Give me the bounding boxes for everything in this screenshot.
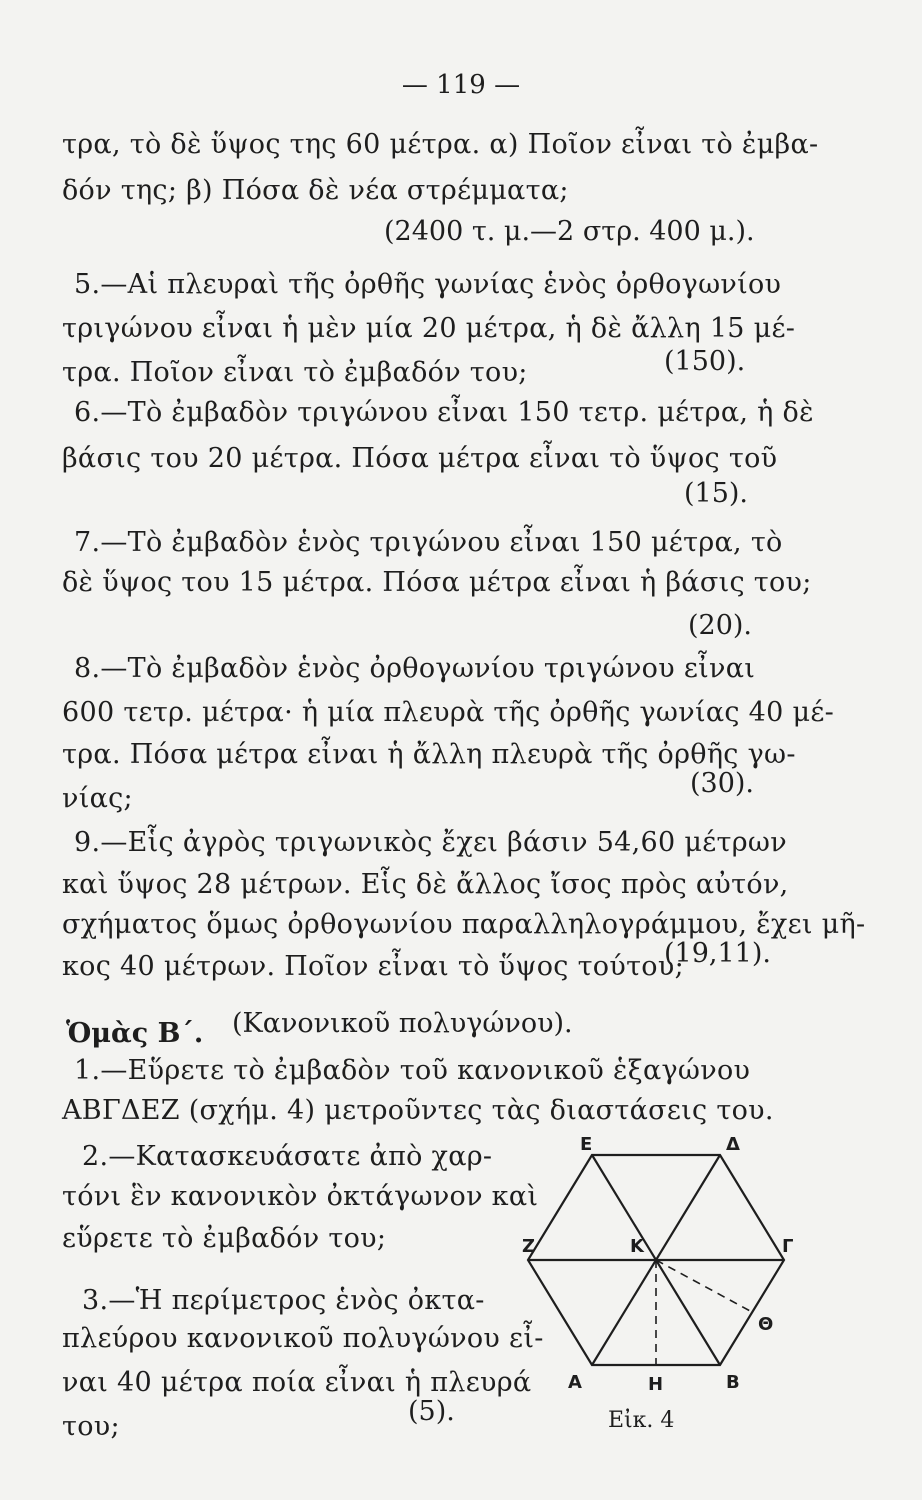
text-line: τρα, τὸ δὲ ὕψος της 60 μέτρα. α) Ποῖον εἶναι τὸ ἐμβα- (62, 129, 819, 160)
answer: (15). (684, 478, 749, 509)
text-line: ΑΒΓΔΕΖ (σχήμ. 4) μετροῦντες τὰς διαστάσεις του. (62, 1095, 774, 1126)
answer: (19,11). (664, 938, 771, 969)
text-line: κος 40 μέτρων. Ποῖον εἶναι τὸ ὕψος τούτου; (62, 951, 684, 982)
text-line: εὕρετε τὸ ἐμβαδόν του; (62, 1223, 387, 1254)
page-number: — 119 — (401, 70, 521, 100)
apothem-kth (656, 1260, 752, 1312)
exercise-b3: 3.—Ἡ περίμετρος ἑνὸς ὀκτα- (82, 1285, 485, 1316)
exercise-b1: 1.—Εὕρετε τὸ ἐμβαδὸν τοῦ κανονικοῦ ἑξαγώνου (74, 1055, 751, 1086)
text-line: δόν της; β) Πόσα δὲ νέα στρέμματα; (62, 175, 569, 206)
text-line: δὲ ὕψος του 15 μέτρα. Πόσα μέτρα εἶναι ἡ βάσις του; (62, 567, 812, 598)
label-G: Γ (782, 1236, 794, 1257)
exercise-6: 6.—Τὸ ἐμβαδὸν τριγώνου εἶναι 150 τετρ. μέτρα, ἡ δὲ (74, 397, 814, 428)
text-line: τρα. Ποῖον εἶναι τὸ ἐμβαδόν του; (62, 357, 528, 388)
hexagon-figure (520, 1130, 800, 1430)
label-A: Α (568, 1372, 582, 1393)
text-line: βάσις του 20 μέτρα. Πόσα μέτρα εἶναι τὸ ὕψος τοῦ (62, 443, 778, 474)
answer: (20). (688, 610, 753, 641)
text-line: τριγώνου εἶναι ἡ μὲν μία 20 μέτρα, ἡ δὲ ἄλλη 15 μέ- (62, 313, 796, 344)
text-line: τόνι ἓν κανονικὸν ὀκτάγωνον καὶ (62, 1181, 539, 1212)
figure-caption: Εἰκ. 4 (608, 1408, 675, 1433)
answer: (30). (690, 768, 755, 799)
exercise-8: 8.—Τὸ ἐμβαδὸν ἑνὸς ὀρθογωνίου τριγώνου εἶναι (74, 653, 756, 684)
section-subtitle: (Κανονικοῦ πολυγώνου). (232, 1008, 573, 1039)
text-line: καὶ ὕψος 28 μέτρων. Εἷς δὲ ἄλλος ἴσος πρὸς αὐτόν, (62, 869, 789, 900)
text-line: 600 τετρ. μέτρα· ἡ μία πλευρὰ τῆς ὀρθῆς γωνίας 40 μέ- (62, 697, 835, 728)
text-line: νίας; (62, 783, 133, 814)
answer: (5). (408, 1396, 455, 1427)
text-line: του; (62, 1411, 120, 1442)
text-line: ναι 40 μέτρα ποία εἶναι ἡ πλευρά (62, 1367, 532, 1398)
answer: (150). (664, 346, 746, 377)
exercise-5: 5.—Αἱ πλευραὶ τῆς ὀρθῆς γωνίας ἑνὸς ὀρθογωνίου (74, 269, 782, 300)
label-D: Δ (726, 1134, 740, 1155)
label-Th: Θ (758, 1314, 774, 1335)
label-H: Η (648, 1374, 664, 1395)
exercise-b2: 2.—Κατασκευάσατε ἀπὸ χαρ- (82, 1141, 493, 1172)
label-K: Κ (630, 1236, 644, 1257)
answer: (2400 τ. μ.—2 στρ. 400 μ.). (384, 216, 755, 247)
label-Z: Ζ (522, 1236, 536, 1257)
label-E: Ε (580, 1134, 593, 1155)
text-line: τρα. Πόσα μέτρα εἶναι ἡ ἄλλη πλευρὰ τῆς ὀρθῆς γω- (62, 739, 796, 770)
text-line: σχήματος ὅμως ὀρθογωνίου παραλληλογράμμου, ἔχει μῆ- (62, 909, 866, 940)
exercise-9: 9.—Εἷς ἀγρὸς τριγωνικὸς ἔχει βάσιν 54,60 μέτρων (74, 827, 787, 858)
label-B: Β (726, 1372, 740, 1393)
exercise-7: 7.—Τὸ ἐμβαδὸν ἑνὸς τριγώνου εἶναι 150 μέτρα, τὸ (74, 527, 783, 558)
text-line: πλεύρου κανονικοῦ πολυγώνου εἶ- (62, 1323, 544, 1354)
section-heading: Ὁμὰς Β΄. (66, 1018, 204, 1049)
